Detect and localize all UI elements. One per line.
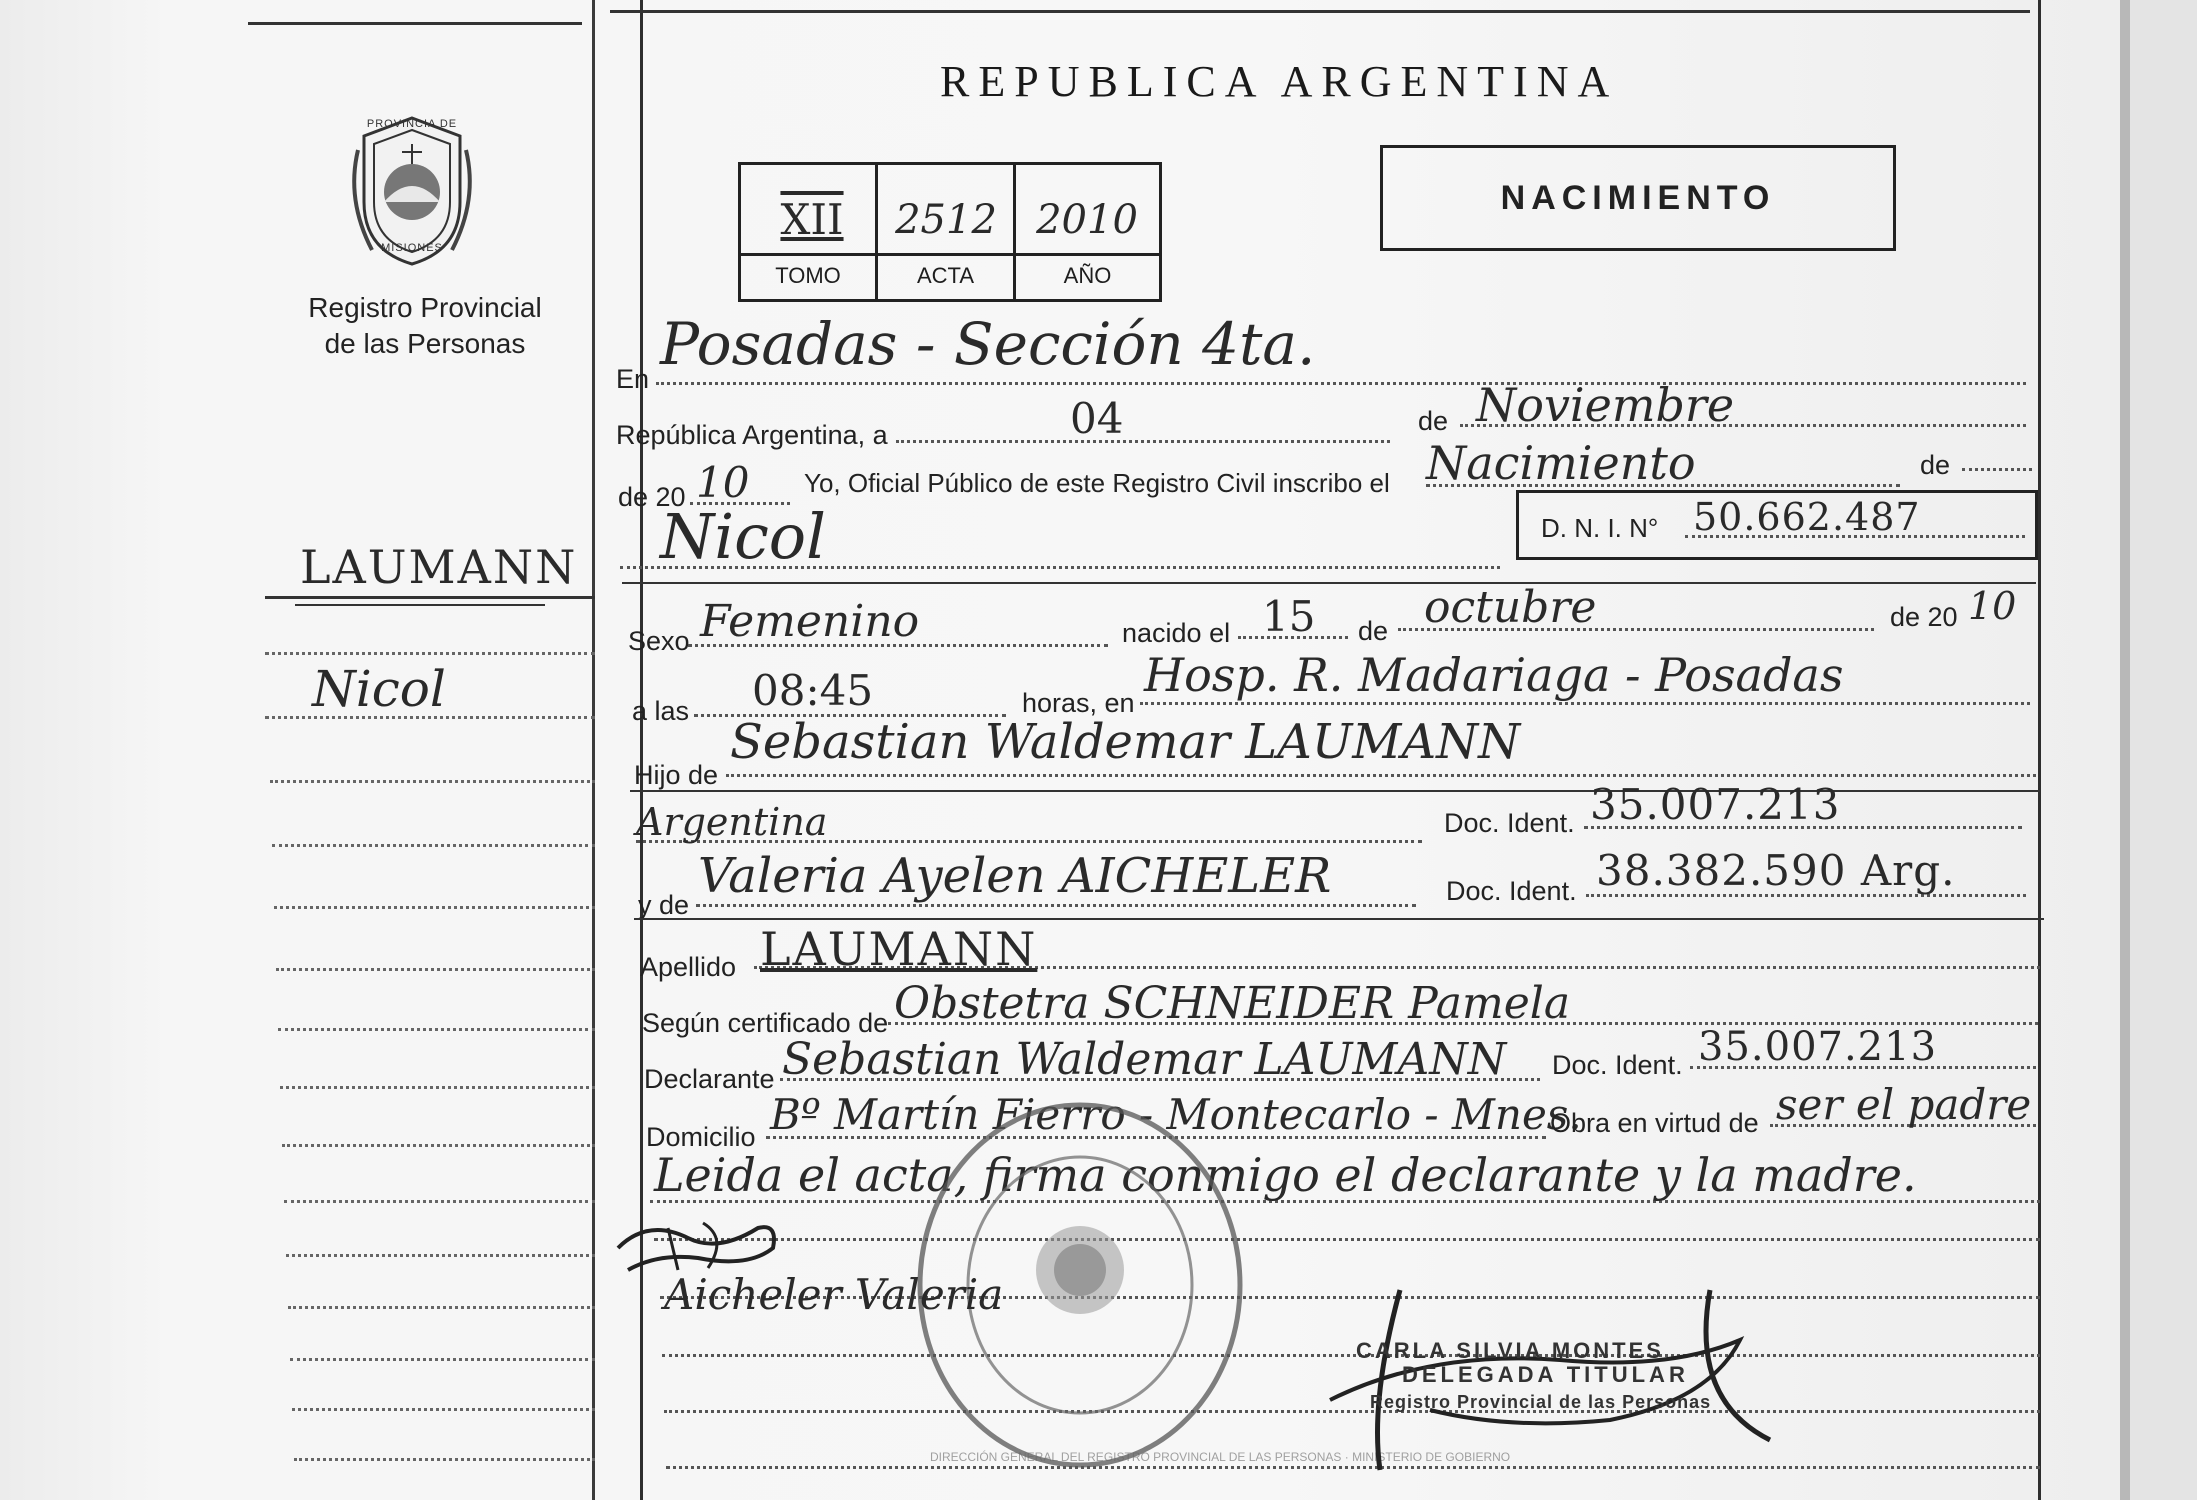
stub-line xyxy=(278,1028,595,1031)
stub-line xyxy=(288,1306,595,1309)
stub-surname-underline xyxy=(295,604,545,606)
dni-box xyxy=(1516,490,2038,560)
stub-line xyxy=(280,1086,595,1089)
event-value: Nacimiento xyxy=(1426,436,1696,490)
stub-line xyxy=(284,1200,595,1203)
day-line xyxy=(896,440,1390,443)
perforation-line xyxy=(592,0,595,1500)
de-label: de xyxy=(1418,406,1449,436)
stub-line xyxy=(265,652,595,655)
birth-day: 15 xyxy=(1262,592,1316,641)
stub-top-rule xyxy=(248,22,582,25)
seal-text: DIRECCIÓN GENERAL DEL REGISTRO PROVINCIAL DE LAS PERSONAS · MINISTERIO DE GOBIERNO xyxy=(930,1450,1511,1464)
official-title: DELEGADA TITULAR xyxy=(1402,1362,1689,1387)
birth-place-line xyxy=(1140,702,2030,705)
stub-line xyxy=(276,968,595,971)
birth-year-suffix: 10 xyxy=(1968,584,2017,628)
stub-line xyxy=(282,1144,595,1147)
stub-surname: LAUMANN xyxy=(300,540,578,594)
mother-doc: 38.382.590 Arg. xyxy=(1596,846,1956,895)
form-right-border xyxy=(2038,0,2041,1500)
stub-line xyxy=(270,780,595,783)
official-org: Registro Provincial de las Personas xyxy=(1370,1392,1712,1412)
stub-line xyxy=(286,1254,595,1257)
year-prefix: de 20 xyxy=(618,482,686,512)
y-de-label: y de xyxy=(638,890,690,920)
doc-label-3: Doc. Ident. xyxy=(1552,1050,1683,1080)
acta-label: ACTA xyxy=(916,263,975,288)
father-line xyxy=(726,774,2036,777)
address-value: Bº Martín Fierro - Montecarlo - Mnes. xyxy=(770,1090,1582,1139)
sexo-label: Sexo xyxy=(628,626,690,656)
emblem-top-text: PROVINCIA DE xyxy=(366,118,458,130)
mother-name: Valeria Ayelen AICHELER xyxy=(698,848,1332,904)
declarant-name: Sebastian Waldemar LAUMANN xyxy=(782,1034,1507,1085)
record-type-box xyxy=(1380,145,1896,251)
doc-label: Doc. Ident. xyxy=(1444,808,1575,838)
declarante-label: Declarante xyxy=(644,1064,775,1094)
de-line xyxy=(1962,468,2032,471)
form-top-rule xyxy=(610,10,2030,13)
year-suffix: 10 xyxy=(696,458,750,507)
record-box xyxy=(738,162,1162,302)
stub-surname-rule xyxy=(265,596,595,599)
section-rule xyxy=(622,582,2036,584)
certificate-value: Obstetra SCHNEIDER Pamela xyxy=(894,978,1571,1029)
obra-reason: ser el padre xyxy=(1776,1080,2032,1129)
anio-value: 2010 xyxy=(1036,197,1138,243)
hijo-label: Hijo de xyxy=(634,760,719,790)
en-label: En xyxy=(616,364,650,394)
tomo-label: TOMO xyxy=(775,263,841,288)
stub-line xyxy=(290,1358,595,1361)
closing-text: Leida el acta, firma conmigo el declarante y la madre. xyxy=(654,1148,1917,1202)
child-name: Nicol xyxy=(660,500,826,573)
father-name: Sebastian Waldemar LAUMANN xyxy=(730,714,1521,770)
declarant-doc: 35.007.213 xyxy=(1698,1024,1938,1070)
place-line xyxy=(656,382,2026,385)
doc-label-2: Doc. Ident. xyxy=(1446,876,1577,906)
record-box-rule xyxy=(741,253,1159,256)
nacido-label: nacido el xyxy=(1122,618,1231,648)
blank-line xyxy=(654,1238,2040,1241)
time-value: 08:45 xyxy=(752,666,874,715)
mother-signature: Aicheler Valeria xyxy=(664,1270,1004,1319)
dni-value: 50.662.487 xyxy=(1693,495,1921,539)
record-type: NACIMIENTO xyxy=(1500,178,1776,217)
stub-line xyxy=(274,906,595,909)
stub-line xyxy=(265,716,595,719)
registry-name-line2: de las Personas xyxy=(324,328,526,359)
a-las-label: a las xyxy=(632,696,690,726)
registry-name-line1: Registro Provincial xyxy=(308,292,542,323)
domicilio-label: Domicilio xyxy=(646,1122,756,1152)
surname-value: LAUMANN xyxy=(760,922,1038,976)
oficial-label: Yo, Oficial Público de este Registro Civil inscribo el xyxy=(804,468,1390,498)
official-name: CARLA SILVIA MONTES xyxy=(1356,1338,1664,1363)
stub-line xyxy=(272,844,595,847)
page-edge-stack xyxy=(2130,0,2197,1500)
obra-label: Obra en virtud de xyxy=(1550,1108,1759,1138)
month-value: Noviembre xyxy=(1476,378,1735,432)
stub-line xyxy=(294,1458,595,1461)
country-title: REPUBLICA ARGENTINA xyxy=(940,57,1619,106)
anio-label: AÑO xyxy=(1063,263,1112,288)
de-label-2: de xyxy=(1920,450,1951,480)
birth-month: octubre xyxy=(1424,582,1597,633)
place-value: Posadas - Sección 4ta. xyxy=(660,310,1316,378)
father-nationality: Argentina xyxy=(636,800,828,844)
stub-name: Nicol xyxy=(312,660,446,718)
sex-value: Femenino xyxy=(700,596,920,647)
mother-line xyxy=(696,904,1416,907)
birth-place: Hosp. R. Madariaga - Posadas xyxy=(1144,648,1844,702)
apellido-label: Apellido xyxy=(640,952,737,982)
segun-label: Según certificado de xyxy=(642,1008,889,1038)
emblem-bottom-text: MISIONES xyxy=(381,242,443,254)
mother-rule xyxy=(634,918,2044,920)
horas-label: horas, en xyxy=(1022,688,1135,718)
day-value: 04 xyxy=(1070,394,1124,443)
dni-label: D. N. I. N° xyxy=(1541,513,1659,543)
de-label-3: de xyxy=(1358,616,1389,646)
tomo-value: XII xyxy=(780,195,844,244)
page-edge xyxy=(2120,0,2130,1500)
father-doc: 35.007.213 xyxy=(1590,780,1841,829)
stub-line xyxy=(292,1408,595,1411)
republica-label: República Argentina, a xyxy=(616,420,888,450)
acta-value: 2512 xyxy=(895,197,997,243)
birth-year-prefix: de 20 xyxy=(1890,602,1958,632)
